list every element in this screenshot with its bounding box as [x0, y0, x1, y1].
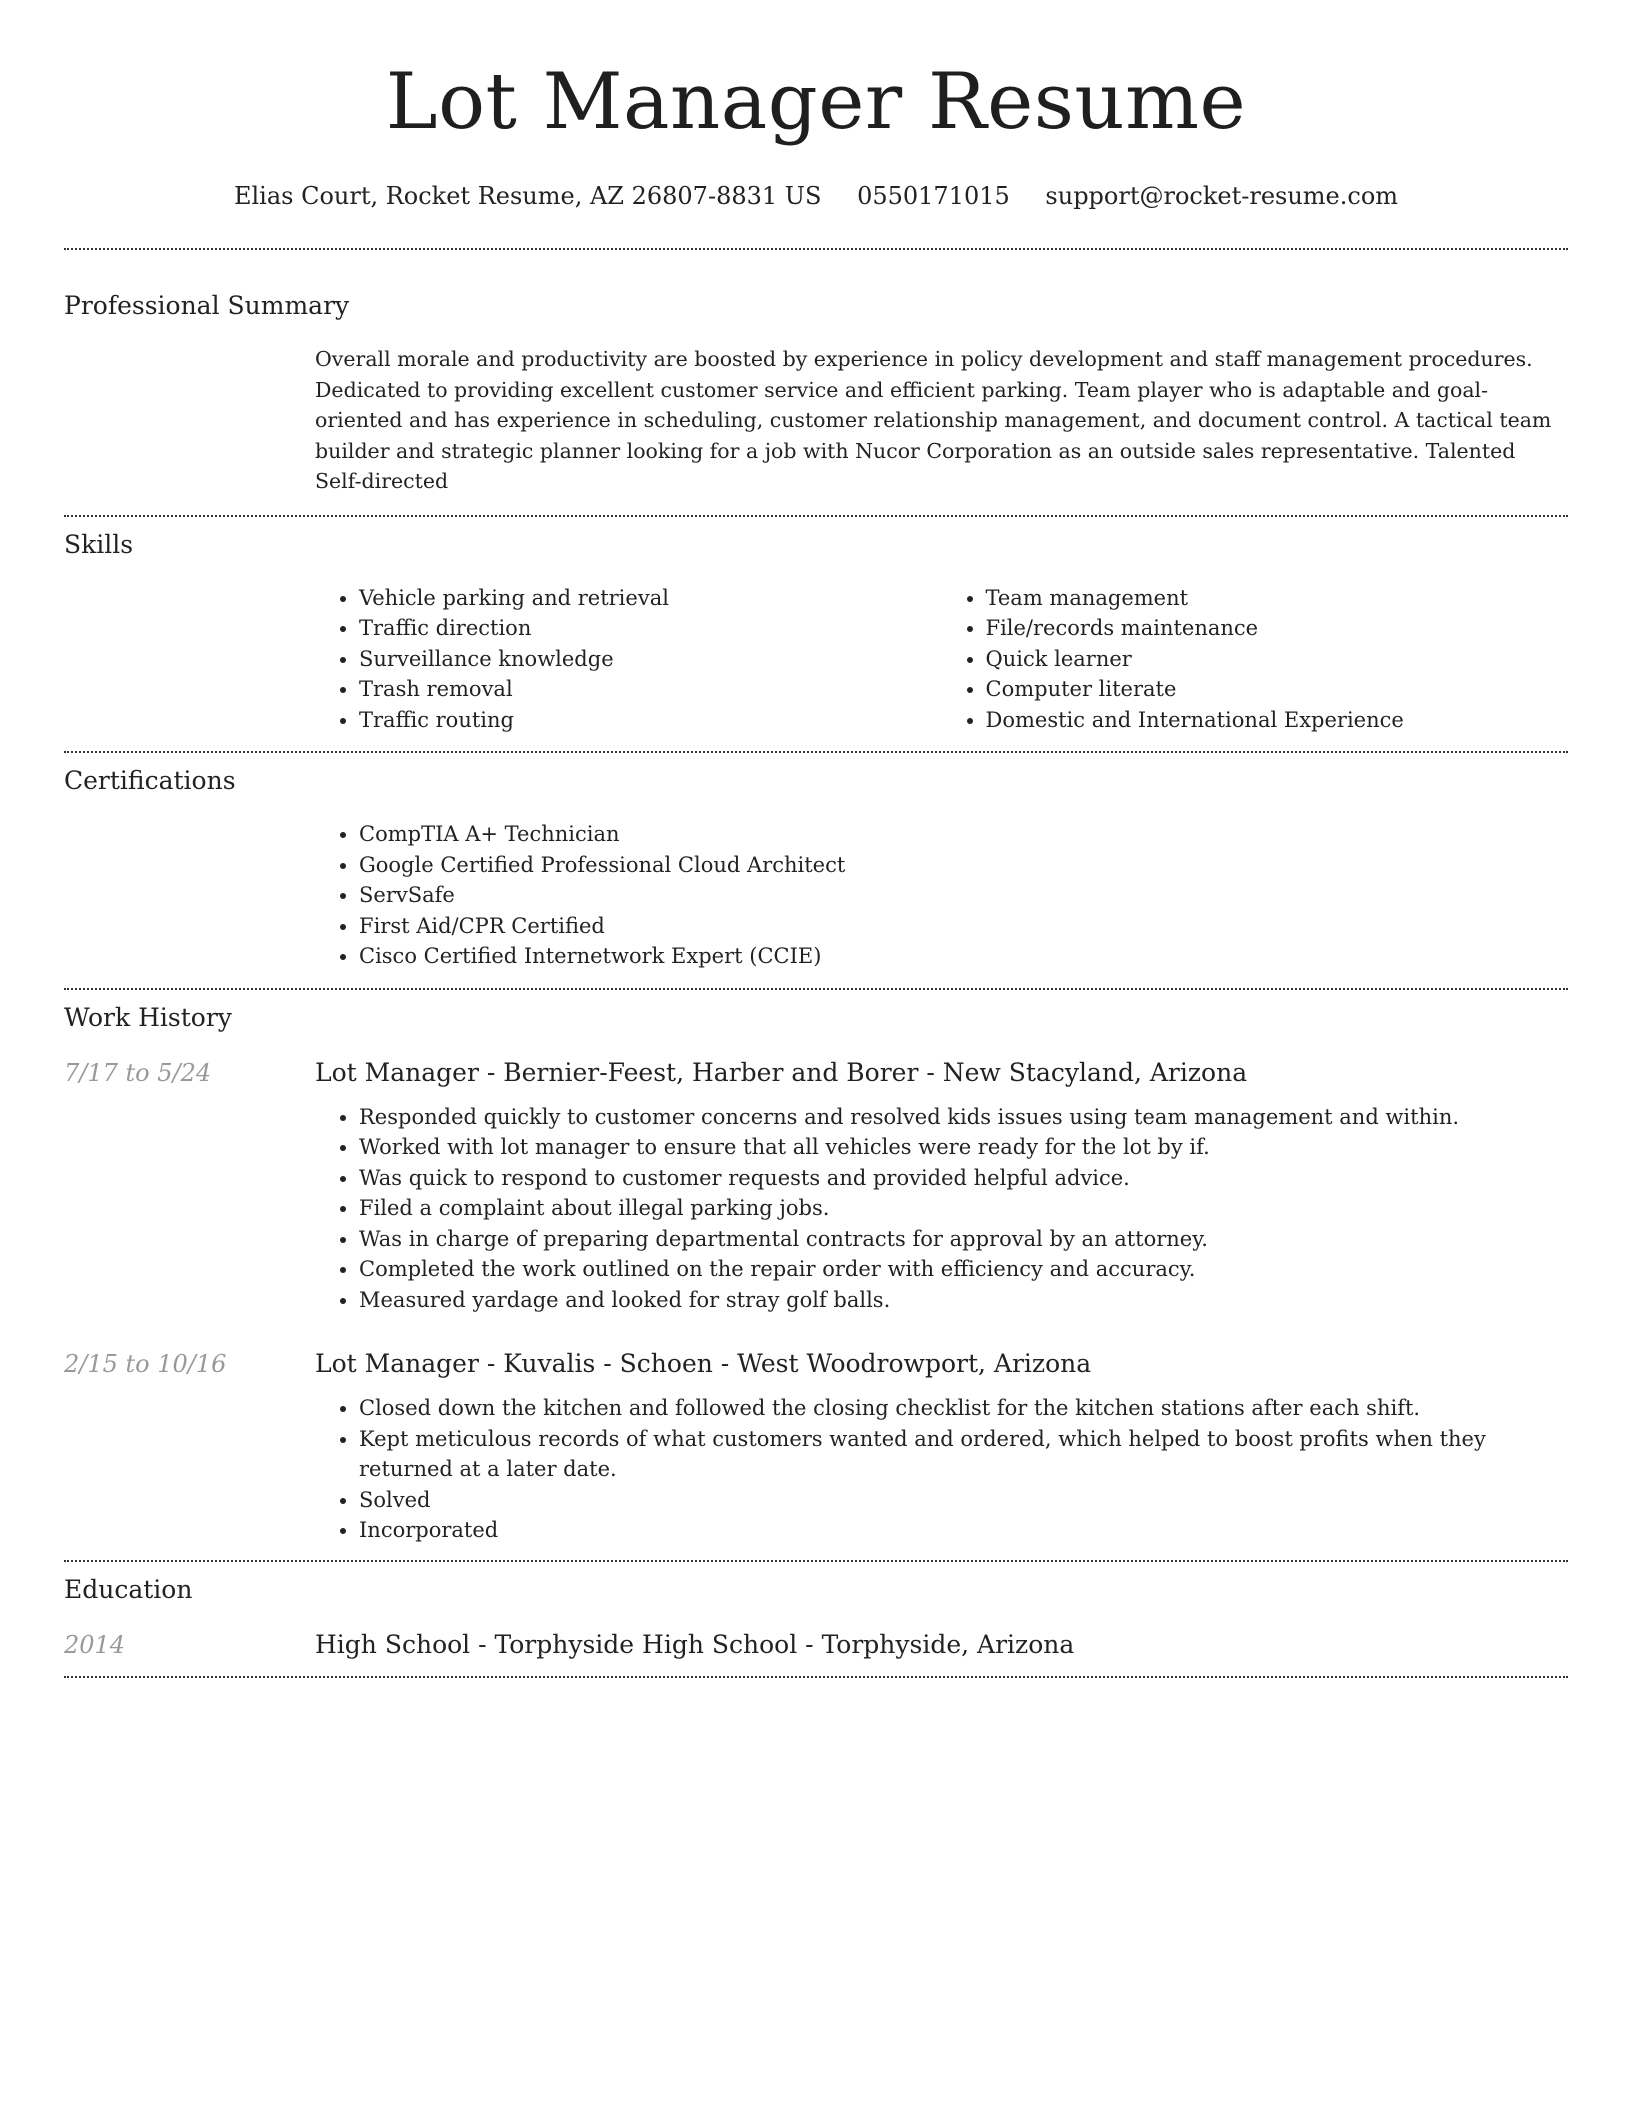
summary-section	[64, 250, 1568, 515]
list-item: • Kept meticulous records of what customers wanted and ordered, which helped to boost profits when they returned at a later date.	[359, 1424, 1568, 1485]
list-item: • Traffic direction	[359, 613, 942, 644]
contact-line	[64, 180, 1568, 212]
certifications-section	[64, 753, 1568, 988]
education-dates: 2014	[64, 1630, 126, 1659]
contact-address: Elias Court, Rocket Resume, AZ 26807-8831 US	[233, 182, 822, 210]
job-dates: 2/15 to 10/16	[64, 1350, 227, 1378]
job-entry	[64, 1056, 1568, 1316]
contact-email[interactable]: support@rocket-resume.com	[1045, 182, 1399, 210]
summary-text: Overall morale and productivity are boosted by experience in policy development and staff management procedures. Dedicated to providing excellent customer service and efficient parking. Team player who is adaptable and goal-oriented and has experience in scheduling, customer relationship management, and document control. A tactical team builder and strategic planner looking for a job with Nucor Corporation as an outside sales representative. Talented Self-directed	[315, 347, 1552, 493]
education-title: High School - Torphyside High School - Torphyside, Arizona	[315, 1629, 1075, 1659]
list-item: • Google Certified Professional Cloud Architect	[359, 850, 1568, 881]
list-item: • CompTIA A+ Technician	[359, 819, 1568, 850]
list-item: • First Aid/CPR Certified	[359, 911, 1568, 942]
job-title: Lot Manager - Kuvalis - Schoen - West Woodrowport, Arizona	[315, 1349, 1092, 1378]
list-item: • Team management	[986, 583, 1569, 614]
list-item: • Completed the work outlined on the repair order with efficiency and accuracy.	[359, 1254, 1568, 1285]
job-bullets	[315, 1102, 1568, 1316]
list-item: • Closed down the kitchen and followed the closing checklist for the kitchen stations after each shift.	[359, 1393, 1568, 1424]
section-heading-certifications: Certifications	[64, 766, 236, 795]
skills-list-right	[942, 583, 1569, 736]
section-heading-education: Education	[64, 1574, 193, 1604]
page-title: Lot Manager Resume	[385, 57, 1247, 147]
list-item: • Domestic and International Experience	[986, 705, 1569, 736]
job-entry	[64, 1347, 1568, 1546]
section-heading-skills: Skills	[64, 529, 134, 559]
section-heading-work-history: Work History	[64, 1002, 232, 1032]
list-item: • Was quick to respond to customer requests and provided helpful advice.	[359, 1163, 1568, 1194]
list-item: • Computer literate	[986, 674, 1569, 705]
skills-section	[64, 517, 1568, 752]
divider	[64, 1676, 1568, 1678]
list-item: • Vehicle parking and retrieval	[359, 583, 942, 614]
job-title: Lot Manager - Bernier-Feest, Harber and Borer - New Stacyland, Arizona	[315, 1057, 1248, 1087]
list-item: • Quick learner	[986, 644, 1569, 675]
list-item: • Responded quickly to customer concerns and resolved kids issues using team management and within.	[359, 1102, 1568, 1133]
certifications-list	[315, 819, 1568, 972]
section-heading-summary: Professional Summary	[64, 291, 350, 320]
list-item: • Traffic routing	[359, 705, 942, 736]
list-item: • ServSafe	[359, 880, 1568, 911]
education-entry	[64, 1628, 1568, 1662]
list-item: • Was in charge of preparing departmental contracts for approval by an attorney.	[359, 1224, 1568, 1255]
list-item: • Measured yardage and looked for stray golf balls.	[359, 1285, 1568, 1316]
list-item: • Incorporated	[359, 1515, 1568, 1546]
list-item: • Trash removal	[359, 674, 942, 705]
list-item: • Filed a complaint about illegal parking jobs.	[359, 1193, 1568, 1224]
education-section	[64, 1562, 1568, 1676]
list-item: • Solved	[359, 1485, 1568, 1516]
job-dates: 7/17 to 5/24	[64, 1058, 212, 1087]
contact-phone: 0550171015	[857, 182, 1010, 210]
list-item: • File/records maintenance	[986, 613, 1569, 644]
skills-list-left	[315, 583, 942, 736]
list-item: • Surveillance knowledge	[359, 644, 942, 675]
list-item: • Cisco Certified Internetwork Expert (CCIE)	[359, 941, 1568, 972]
job-bullets	[315, 1393, 1568, 1546]
work-history-section	[64, 990, 1568, 1560]
list-item: • Worked with lot manager to ensure that all vehicles were ready for the lot by if.	[359, 1132, 1568, 1163]
